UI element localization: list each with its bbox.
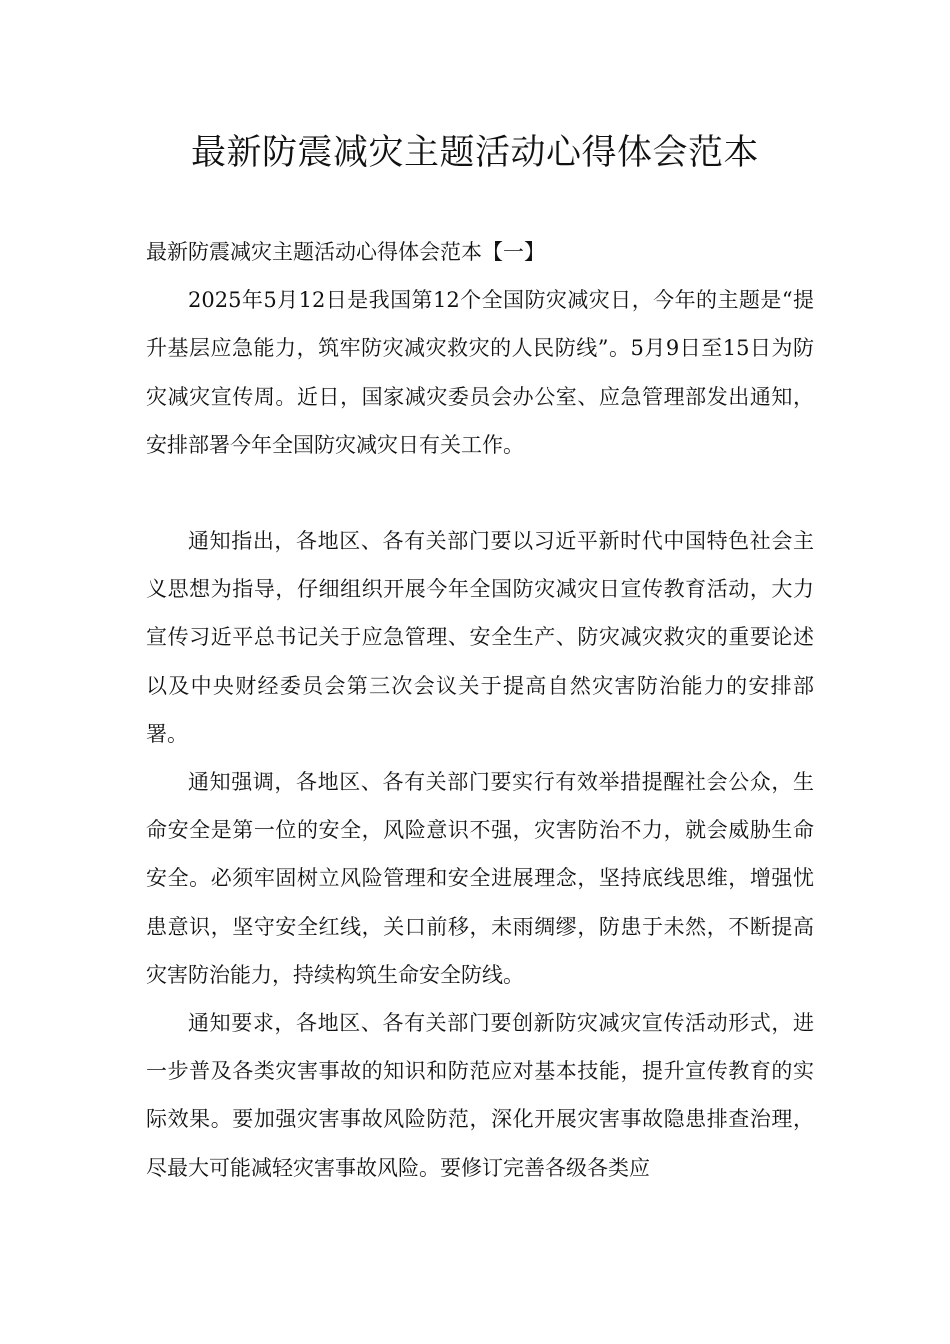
paragraph-1: 2025年5月12日是我国第12个全国防灾减灾日，今年的主题是“提升基层应急能力，筑牢防灾减灾救灾的人民防线”。5月9日至15日为防灾减灾宣传周。近日，国家减灾委员会办公室、应急管理部发出通知，安排部署今年全国防灾减灾日有关工作。 — [146, 288, 814, 457]
paragraph-spacer — [146, 469, 814, 517]
paragraph-3: 通知强调，各地区、各有关部门要实行有效举措提醒社会公众，生命安全是第一位的安全，风险意识不强，灾害防治不力，就会威胁生命安全。必须牢固树立风险管理和安全进展理念，坚持底线思维，增强忧患意识，坚守安全红线，关口前移，未雨绸缪，防患于未然，不断提高灾害防治能力，持续构筑生命安全防线。 — [146, 770, 814, 987]
document-title: 最新防震减灾主题活动心得体会范本 — [190, 133, 759, 173]
section-heading: 最新防震减灾主题活动心得体会范本【一】 — [146, 240, 545, 264]
document-body — [146, 228, 814, 1192]
paragraph-4: 通知要求，各地区、各有关部门要创新防灾减灾宣传活动形式，进一步普及各类灾害事故的知识和防范应对基本技能，提升宣传教育的实际效果。要加强灾害事故风险防范，深化开展灾害事故隐患排查治理，尽最大可能减轻灾害事故风险。要修订完善各级各类应 — [146, 1011, 814, 1180]
paragraph-2: 通知指出，各地区、各有关部门要以习近平新时代中国特色社会主义思想为指导，仔细组织开展今年全国防灾减灾日宣传教育活动，大力宣传习近平总书记关于应急管理、安全生产、防灾减灾救灾的重要论述以及中央财经委员会第三次会议关于提高自然灾害防治能力的安排部署。 — [146, 529, 814, 746]
